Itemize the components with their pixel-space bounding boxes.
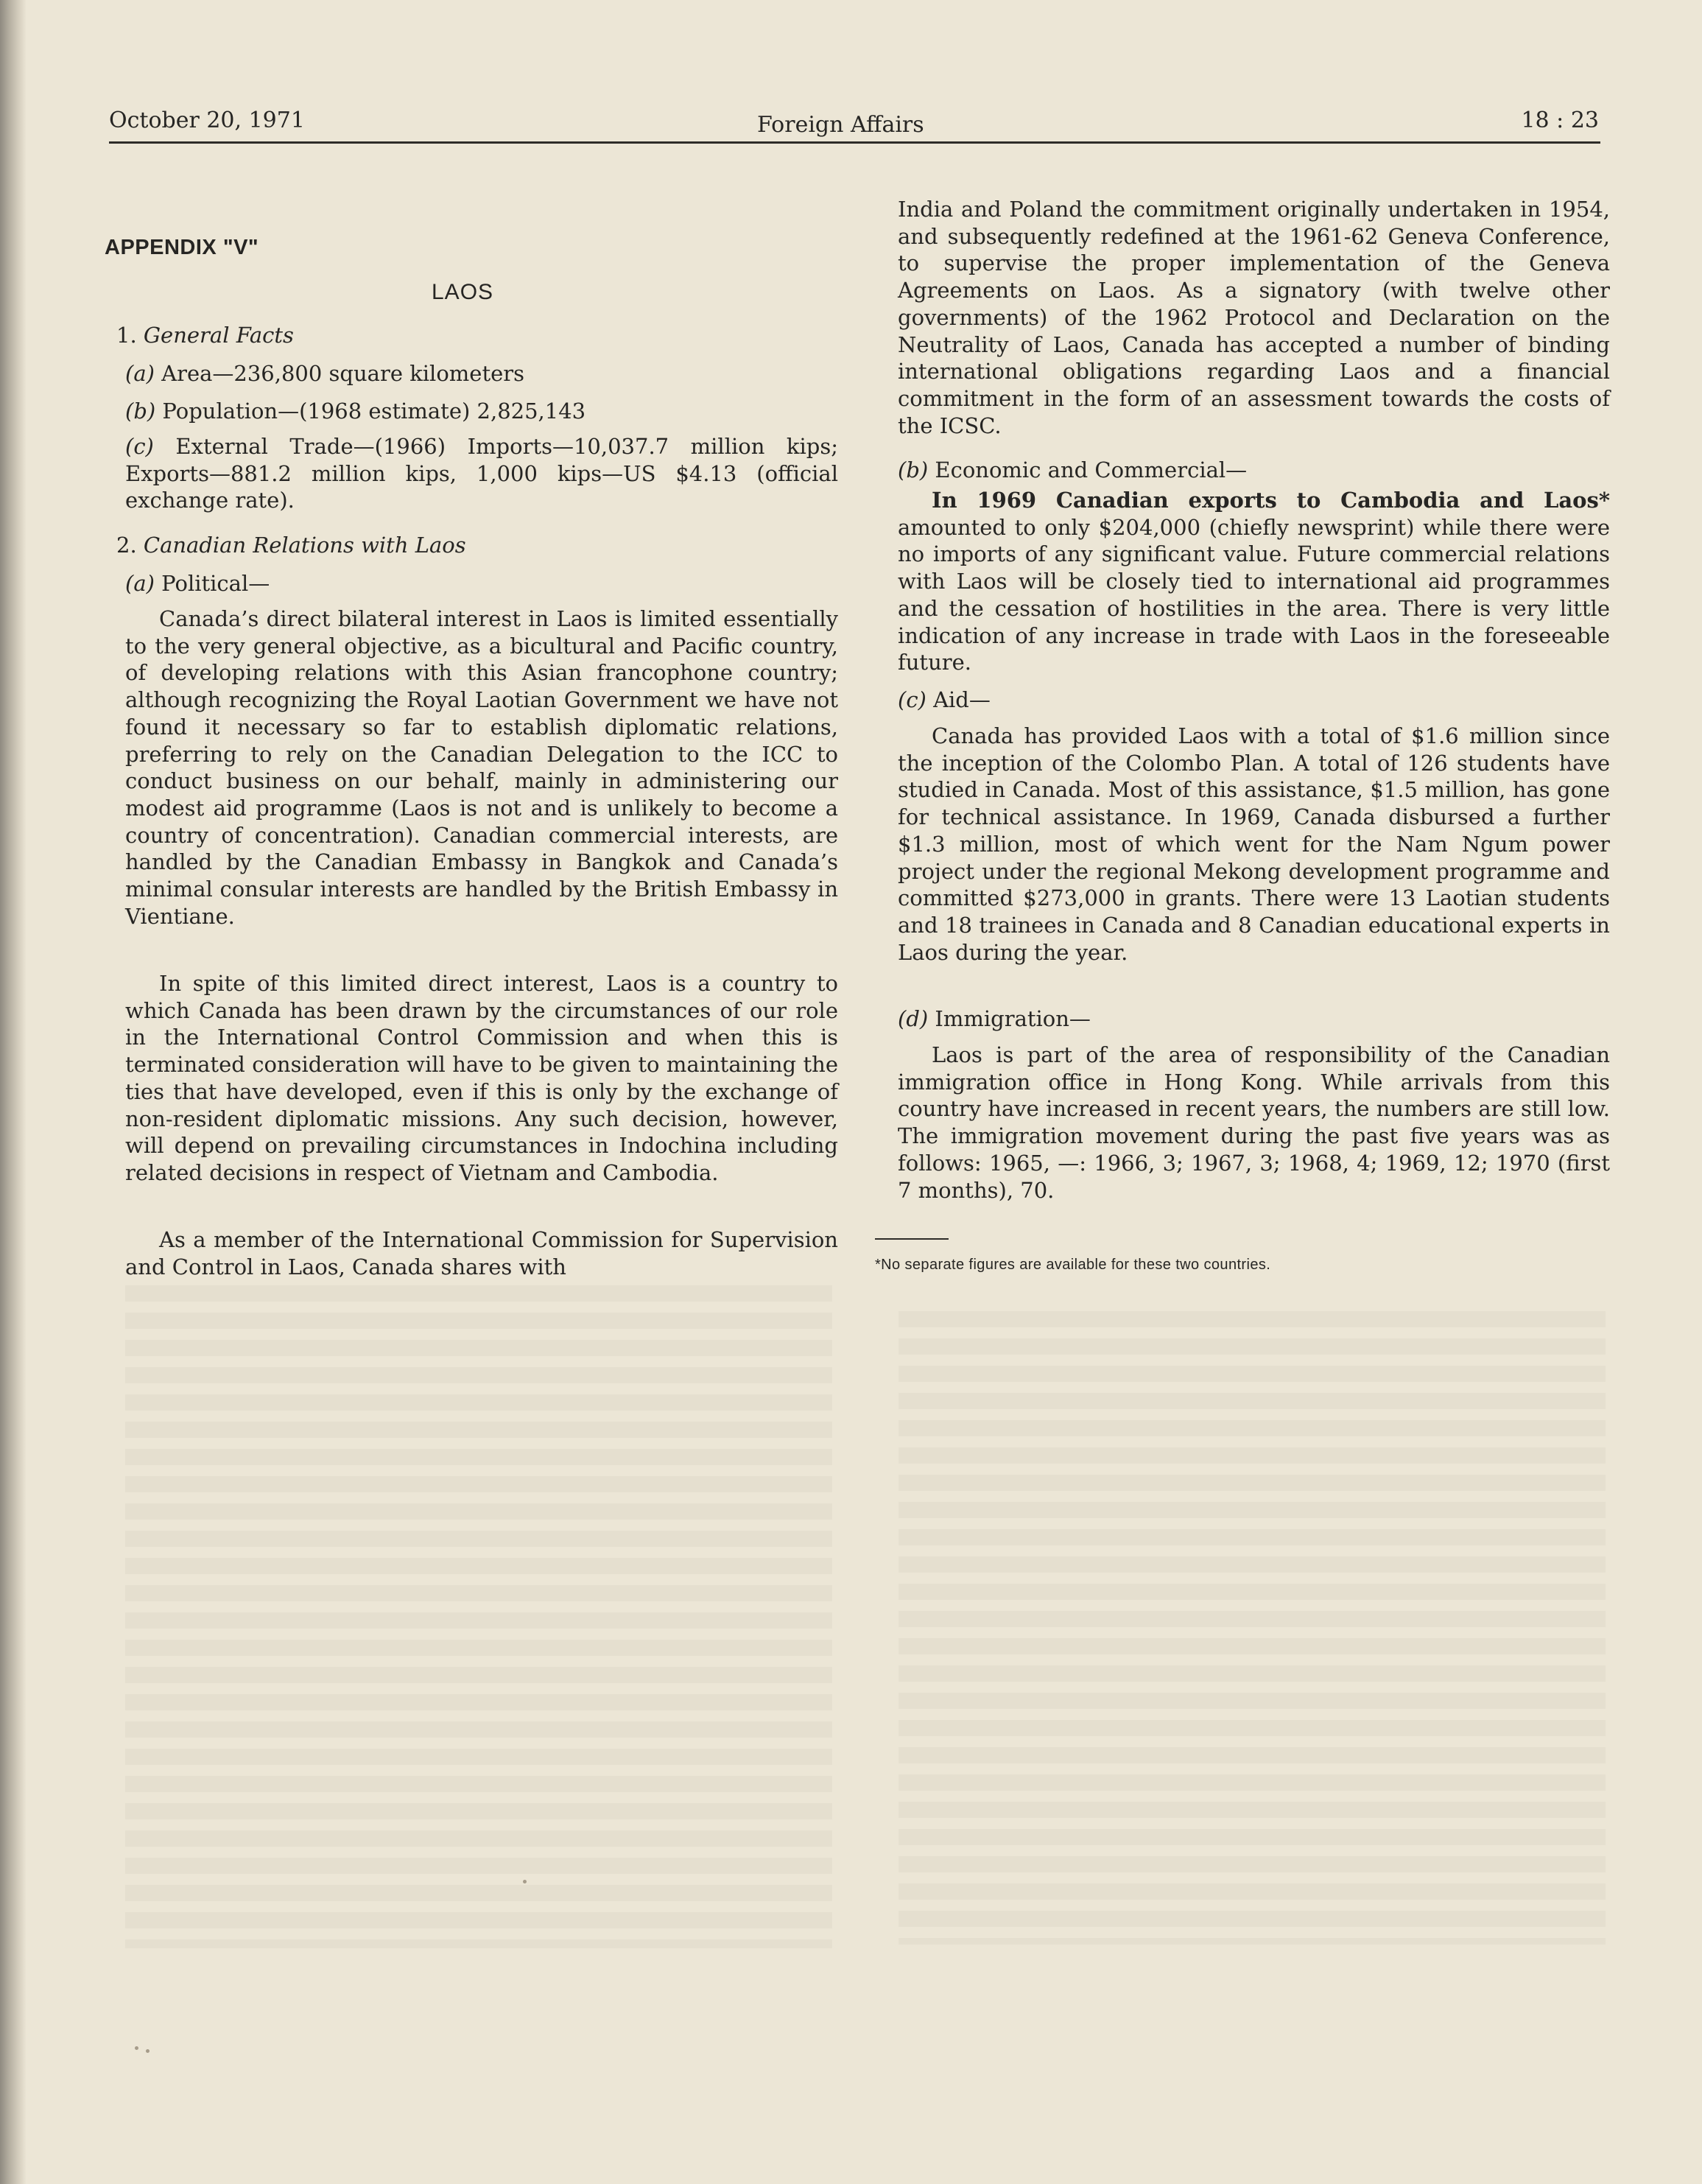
item-label: (d) bbox=[898, 1006, 929, 1031]
section-number: 2. bbox=[116, 533, 137, 558]
item-label: (c) bbox=[898, 687, 926, 712]
book-spine-shadow bbox=[0, 0, 19, 2184]
item-label: (b) bbox=[898, 457, 929, 482]
paper-speck bbox=[146, 2049, 150, 2053]
section-heading: Canadian Relations with Laos bbox=[143, 533, 466, 558]
economic-lead: In 1969 Canadian exports to Cambodia and Laos* bbox=[932, 488, 1610, 513]
item-text: Area—236,800 square kilometers bbox=[161, 361, 524, 386]
subsection-political bbox=[125, 570, 270, 597]
header-publication: Foreign Affairs bbox=[757, 112, 924, 138]
subsection-aid bbox=[898, 687, 991, 713]
paper-speck bbox=[523, 1880, 527, 1883]
item-text: Economic and Commercial— bbox=[935, 457, 1248, 482]
page-title: LAOS bbox=[432, 280, 494, 304]
economic-body: amounted to only $204,000 (chiefly newsprint) while there were no imports of any significant value. Future commercial relations with Laos will be closely tied to international aid programmes and the cessation of hostilities in the area. There is very little indication of any increase in trade with Laos in the foreseeable future. bbox=[898, 514, 1610, 675]
footnote: *No separate figures are available for these two countries. bbox=[875, 1257, 1271, 1273]
section-number: 1. bbox=[116, 323, 137, 348]
economic-paragraph bbox=[898, 487, 1610, 676]
item-text: External Trade—(1966) Imports—10,037.7 million kips; Exports—881.2 million kips, 1,000 kips—US $4.13 (official exchange rate). bbox=[125, 434, 838, 513]
item-text: Population—(1968 estimate) 2,825,143 bbox=[162, 398, 586, 424]
header-rule bbox=[109, 141, 1600, 144]
item-text: Aid— bbox=[933, 687, 991, 712]
political-paragraph-1: Canada’s direct bilateral interest in Laos is limited essentially to the very general objective, as a bicultural and Pacific country, of developing relations with this Asian francophone country; although recognizing the Royal Laotian Government we have not found it necessary so far to establish diplomatic relations, preferring to rely on the Canadian Delegation to the ICC to conduct business on our behalf, mainly in administering our modest aid programme (Laos is not and is unlikely to become a country of concentration). Canadian commercial interests, are handled by the Canadian Embassy in Bangkok and Canada’s minimal consular interests are handled by the British Embassy in Vientiane. bbox=[125, 606, 838, 929]
section-general-facts bbox=[116, 322, 294, 348]
item-label: (b) bbox=[125, 398, 156, 424]
subsection-economic bbox=[898, 457, 1247, 483]
appendix-label: APPENDIX "V" bbox=[105, 236, 259, 259]
item-label: (a) bbox=[125, 571, 155, 596]
aid-paragraph: Canada has provided Laos with a total of $1.6 million since the inception of the Colombo Plan. A total of 126 students have studied in Canada. Most of this assistance, $1.5 million, has gone for technical assistance. In 1969, Canada disbursed a further $1.3 million, most of which went for the Nam Ngum power project under the regional Mekong development programme and committed $273,000 in grants. There were 13 Laotian students and 18 trainees in Canada and 8 Canadian educational experts in Laos during the year. bbox=[898, 723, 1610, 965]
bleed-through-texture-right bbox=[899, 1311, 1606, 1945]
item-label: (a) bbox=[125, 361, 155, 386]
item-text: Political— bbox=[161, 571, 270, 596]
header-page-number: 18 : 23 bbox=[1521, 108, 1599, 133]
political-paragraph-3-continued: India and Poland the commitment originally undertaken in 1954, and subsequently redefined at the 1961-62 Geneva Conference, to supervise the proper implementation of the Geneva Agreements on Laos. As a signatory (with twelve other governments) of the 1962 Protocol and Declaration on the Neutrality of Laos, Canada has accepted a number of binding international obligations regarding Laos and a financial commitment in the form of an assessment towards the costs of the ICSC. bbox=[898, 197, 1610, 438]
fact-area bbox=[125, 360, 524, 387]
paper-speck bbox=[135, 2046, 138, 2050]
running-header bbox=[109, 102, 1600, 144]
political-paragraph-3: As a member of the International Commission for Supervision and Control in Laos, Canada shares with bbox=[125, 1227, 838, 1279]
bleed-through-texture bbox=[125, 1285, 832, 1948]
header-date: October 20, 1971 bbox=[109, 108, 305, 133]
section-canadian-relations bbox=[116, 532, 466, 558]
item-text: Immigration— bbox=[935, 1006, 1091, 1031]
item-label: (c) bbox=[125, 434, 154, 459]
subsection-immigration bbox=[898, 1005, 1091, 1032]
political-paragraph-2: In spite of this limited direct interest, Laos is a country to which Canada has been drawn by the circumstances of our role in the International Control Commission and when this is terminated consideration will have to be given to maintaining the ties that have developed, even if this is only by the exchange of non-resident diplomatic missions. Any such decision, however, will depend on prevailing circumstances in Indochina including related decisions in respect of Vietnam and Cambodia. bbox=[125, 971, 838, 1185]
section-heading: General Facts bbox=[143, 323, 294, 348]
book-gutter bbox=[19, 0, 27, 2184]
immigration-paragraph: Laos is part of the area of responsibility of the Canadian immigration office in Hong Kong. While arrivals from this country have increased in recent years, the numbers are still low. The immigration movement during the past five years was as follows: 1965, —: 1966, 3; 1967, 3; 1968, 4; 1969, 12; 1970 (first 7 months), 70. bbox=[898, 1042, 1610, 1203]
footnote-rule bbox=[875, 1238, 949, 1240]
fact-population bbox=[125, 398, 585, 424]
fact-trade bbox=[125, 433, 838, 514]
